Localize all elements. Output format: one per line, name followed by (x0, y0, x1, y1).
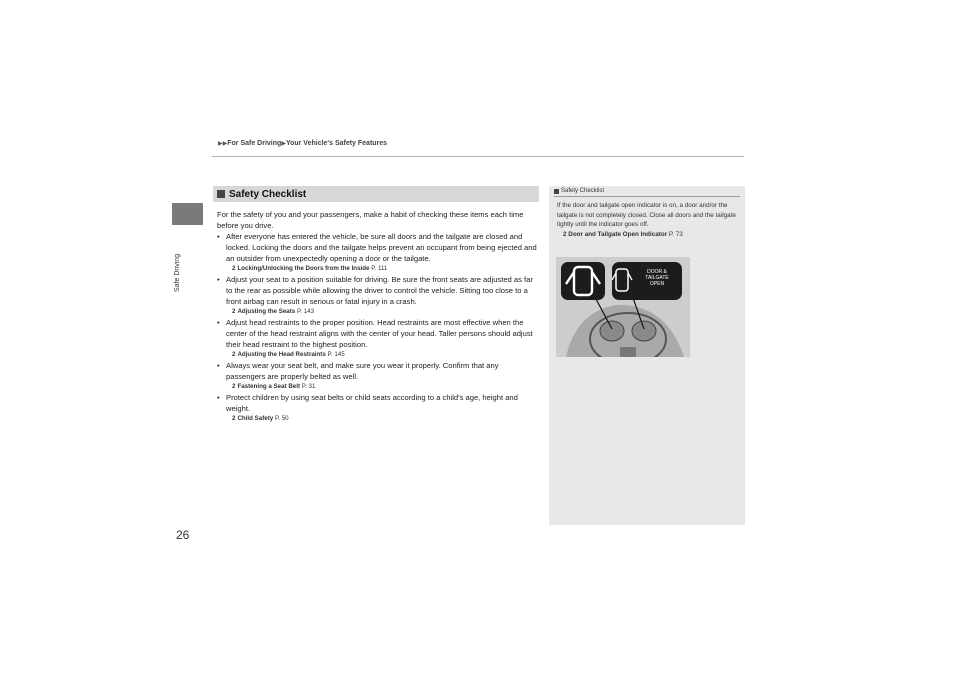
reference-arrow-icon: 2 (563, 230, 567, 238)
list-item (217, 231, 539, 274)
page-number: 26 (176, 528, 190, 542)
main-content (213, 186, 539, 424)
reference-page: P. 143 (296, 308, 315, 315)
item-text: After everyone has entered the vehicle, be sure all doors and the tailgate are closed and locked. Locking the doors and the tailgate helps prevent an occupant from being ejected and an outsider from unexpectedly opening a door or the tailgate. (226, 232, 537, 263)
list-item (217, 274, 539, 317)
breadcrumb (218, 140, 387, 147)
header-divider (212, 156, 744, 157)
cross-reference[interactable] (563, 231, 745, 238)
list-item (217, 392, 539, 424)
reference-page: P. 73 (668, 230, 683, 238)
instrument-panel-icon (556, 257, 690, 357)
reference-arrow-icon: 2 (232, 383, 236, 390)
intro-text: For the safety of you and your passengers, make a habit of checking these items each time before you drive. (217, 210, 524, 230)
reference-page: P. 111 (371, 265, 388, 272)
indicator-text-line: DOOR & (647, 269, 667, 275)
item-text: Adjust head restraints to the proper position. Head restraints are most effective when the center of the head restraint aligns with the center of your head. Taller persons should adjust their head restraint to the highest position. (226, 318, 533, 349)
cross-reference[interactable] (226, 264, 539, 274)
item-text: Protect children by using seat belts or child seats according to a child's age, height and weight. (226, 393, 518, 413)
reference-title[interactable]: Adjusting the Head Restraints (237, 351, 326, 358)
reference-title[interactable]: Fastening a Seat Belt (237, 383, 301, 390)
square-bullet-icon (217, 190, 225, 198)
reference-title[interactable]: Child Safety (237, 415, 274, 422)
reference-page: P. 31 (301, 383, 316, 390)
breadcrumb-arrow-icon: ▶ (281, 141, 286, 147)
cross-reference[interactable] (226, 382, 539, 392)
side-note-text: If the door and tailgate open indicator is on, a door and/or the tailgate is not completely closed. Close all doors and the tailgate tightly until the indicator goes off. (557, 202, 736, 228)
side-note-title: Safety Checklist (561, 188, 605, 194)
cross-reference[interactable] (226, 414, 539, 424)
section-title: Safety Checklist (229, 188, 307, 200)
cross-reference[interactable] (226, 350, 539, 360)
item-text: Adjust your seat to a position suitable for driving. Be sure the front seats are adjusted as far to the rear as possible while allowing the driver to control the vehicle. Sitting too close to a front airbag can result in serious or fatal injury in a crash. (226, 275, 533, 306)
reference-page: P. 145 (327, 351, 345, 358)
reference-title[interactable]: Door and Tailgate Open Indicator (568, 230, 668, 238)
indicator-text-line: TAILGATE (645, 275, 669, 281)
breadcrumb-item[interactable]: Your Vehicle's Safety Features (285, 140, 388, 147)
list-item (217, 317, 539, 360)
side-note (549, 186, 745, 525)
item-text: Always wear your seat belt, and make sure you wear it properly. Confirm that any passengers are properly belted as well. (226, 361, 499, 381)
section-header (213, 186, 539, 202)
reference-arrow-icon: 2 (232, 415, 236, 422)
checklist (213, 231, 539, 424)
note-icon (554, 189, 559, 194)
breadcrumb-arrow-icon: ▶▶ (218, 141, 228, 147)
side-tab-marker (172, 203, 203, 225)
list-item (217, 360, 539, 392)
side-tab-label: Safe Driving (174, 253, 181, 292)
side-note-header (554, 188, 745, 194)
reference-title[interactable]: Locking/Unlocking the Doors from the Inside (237, 265, 370, 272)
indicator-text-line: OPEN (649, 281, 665, 287)
reference-title[interactable]: Adjusting the Seats (237, 308, 296, 315)
cross-reference[interactable] (226, 307, 539, 317)
reference-arrow-icon: 2 (232, 351, 236, 358)
reference-page: P. 50 (274, 415, 289, 422)
breadcrumb-item[interactable]: For Safe Driving (227, 140, 282, 147)
dashboard-illustration (556, 257, 690, 357)
reference-arrow-icon: 2 (232, 265, 236, 272)
side-note-divider (554, 196, 740, 197)
reference-arrow-icon: 2 (232, 308, 236, 315)
